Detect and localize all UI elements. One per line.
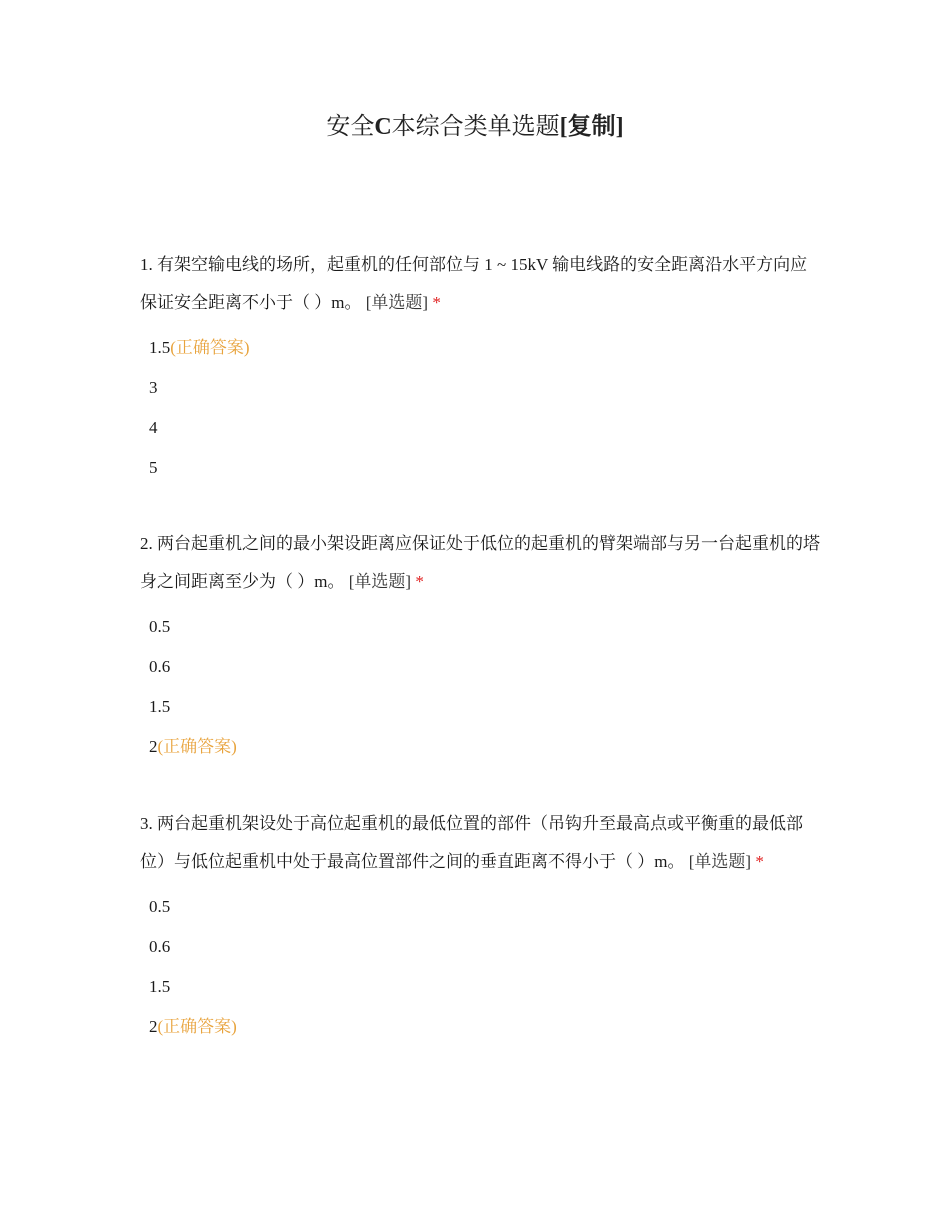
required-marker: * <box>755 852 764 871</box>
required-marker: * <box>432 293 441 312</box>
question-text <box>140 246 820 322</box>
option-item[interactable] <box>149 687 820 727</box>
option-item[interactable] <box>149 1007 820 1047</box>
question-type: [单选题] <box>348 572 412 591</box>
option-label: 1.5 <box>149 697 171 716</box>
question-2 <box>140 525 820 767</box>
option-list <box>140 887 820 1047</box>
title-bold: C <box>374 114 392 140</box>
question-3 <box>140 805 820 1047</box>
correct-answer-mark: (正确答案) <box>157 737 237 756</box>
option-label: 0.6 <box>149 937 171 956</box>
option-item[interactable] <box>149 448 820 488</box>
question-text <box>140 525 820 601</box>
question-type: [单选题] <box>688 852 752 871</box>
option-item[interactable] <box>149 368 820 408</box>
correct-answer-mark: (正确答案) <box>170 338 250 357</box>
option-item[interactable] <box>149 967 820 1007</box>
option-item[interactable] <box>149 647 820 687</box>
question-body: 2. 两台起重机之间的最小架设距离应保证处于低位的起重机的臂架端部与另一台起重机的塔身之间距离至少为（ ）m。 <box>140 534 820 591</box>
option-list <box>140 607 820 767</box>
option-label: 2 <box>149 737 158 756</box>
option-item[interactable] <box>149 927 820 967</box>
option-label: 0.5 <box>149 897 171 916</box>
option-label: 0.6 <box>149 657 171 676</box>
option-item[interactable] <box>149 328 820 368</box>
title-part2: 本综合类单选题 <box>391 114 560 140</box>
question-body: 3. 两台起重机架设处于高位起重机的最低位置的部件（吊钩升至最高点或平衡重的最低部位）与低位起重机中处于最高位置部件之间的垂直距离不得小于（ ）m。 <box>140 814 803 871</box>
option-item[interactable] <box>149 408 820 448</box>
required-marker: * <box>415 572 424 591</box>
question-1 <box>140 246 820 488</box>
question-text <box>140 805 820 881</box>
page-title <box>0 110 950 144</box>
title-part1: 安全 <box>326 114 375 140</box>
option-label: 3 <box>149 378 158 397</box>
option-label: 5 <box>149 458 158 477</box>
option-label: 0.5 <box>149 617 171 636</box>
option-label: 1.5 <box>149 977 171 996</box>
title-suffix: [复制] <box>559 114 624 140</box>
option-item[interactable] <box>149 727 820 767</box>
option-item[interactable] <box>149 887 820 927</box>
question-type: [单选题] <box>365 293 429 312</box>
correct-answer-mark: (正确答案) <box>157 1017 237 1036</box>
option-label: 1.5 <box>149 338 171 357</box>
option-item[interactable] <box>149 607 820 647</box>
option-list <box>140 328 820 488</box>
option-label: 4 <box>149 418 158 437</box>
question-body: 1. 有架空输电线的场所，起重机的任何部位与 1 ~ 15kV 输电线路的安全距离沿水平方向应保证安全距离不小于（ ）m。 <box>140 255 808 312</box>
option-label: 2 <box>149 1017 158 1036</box>
